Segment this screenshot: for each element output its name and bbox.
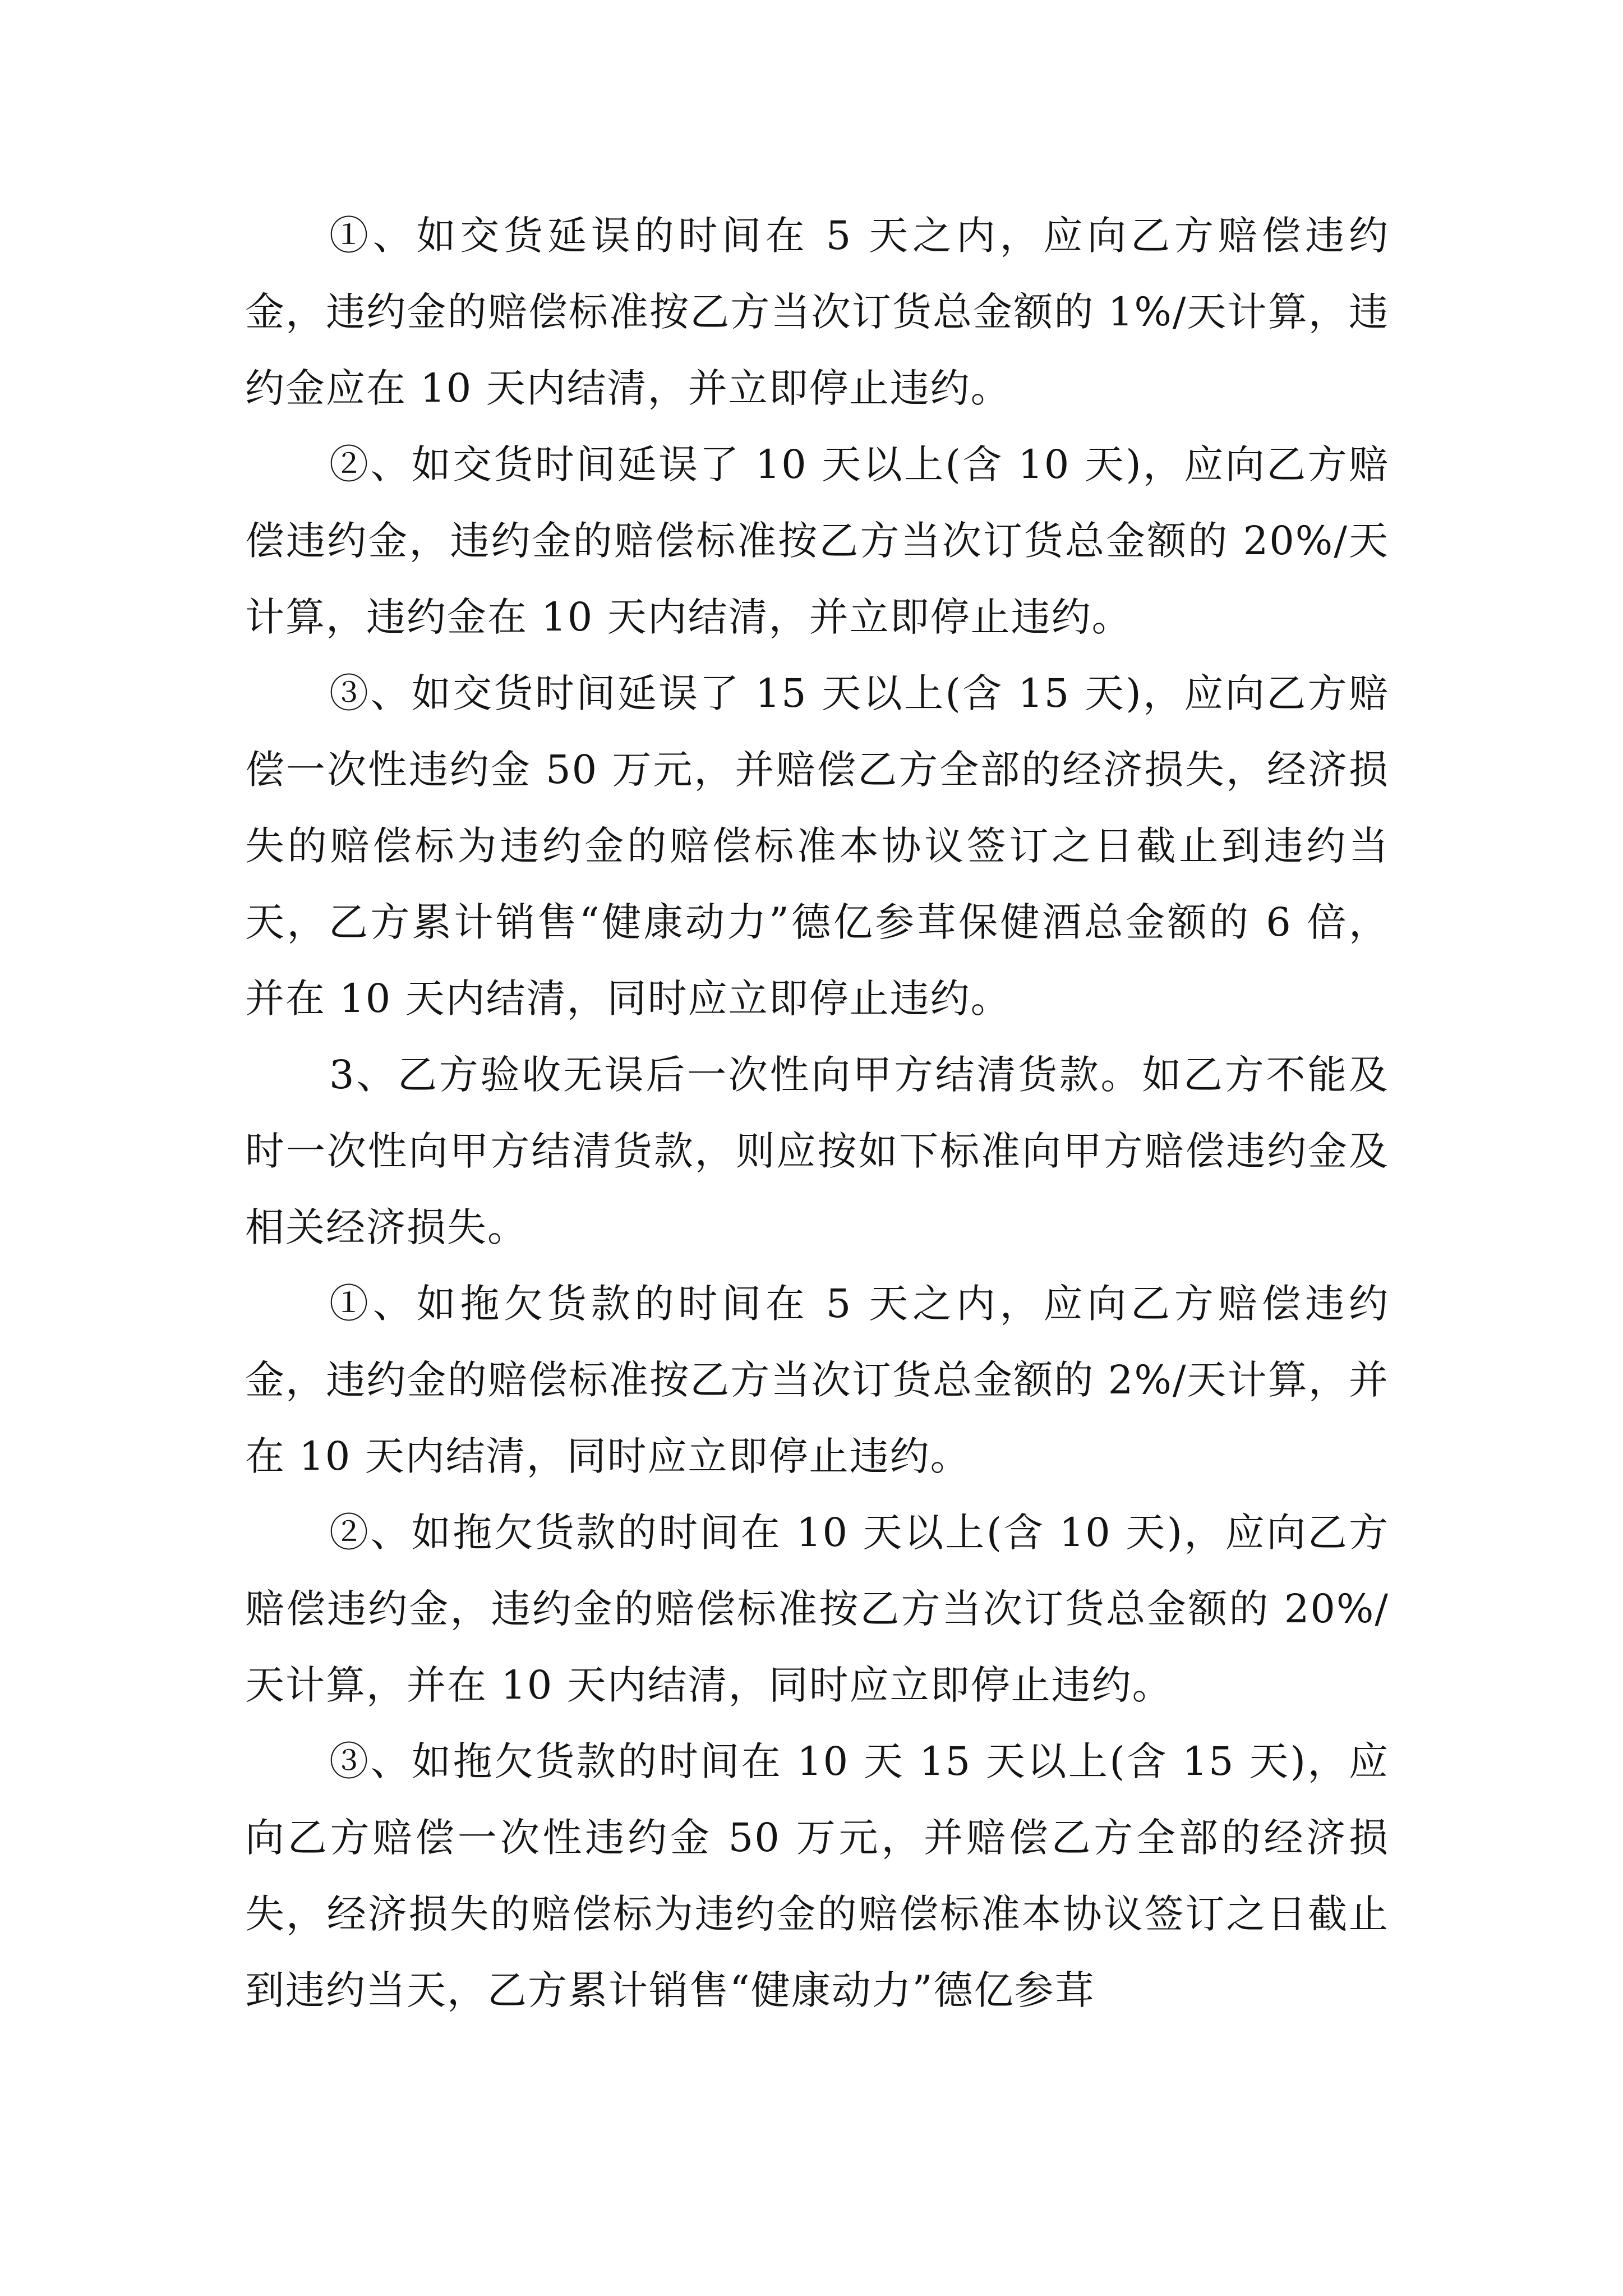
clause-payment-settlement: 3、乙方验收无误后一次性向甲方结清货款。如乙方不能及时一次性向甲方结清货款，则应按如下标准向甲方赔偿违约金及相关经济损失。 [245,1052,1389,1250]
clause-delivery-delay-under-5-days: ①、如交货延误的时间在 5 天之内，应向乙方赔偿违约金，违约金的赔偿标准按乙方当次订货总金额的 1%/天计算，违约金应在 10 天内结清，并立即停止违约。 [245,213,1389,411]
clause-delivery-delay-15-days: ③、如交货时间延误了 15 天以上(含 15 天)，应向乙方赔偿一次性违约金 50 万元，并赔偿乙方全部的经济损失，经济损失的赔偿标为违约金的赔偿标准本协议签订之日截止到违约当天，乙方累计销售“健康动力”德亿参茸保健酒总金额的 6 倍，并在 10 天内结清，同时应立即停止违约。 [245,670,1389,1022]
clause-payment-arrears-15-days: ③、如拖欠货款的时间在 10 天 15 天以上(含 15 天)，应向乙方赔偿一次性违约金 50 万元，并赔偿乙方全部的经济损失，经济损失的赔偿标为违约金的赔偿标准本协议签订之日截止到违约当天，乙方累计销售“健康动力”德亿参茸 [245,1738,1389,2013]
clause-payment-arrears-under-5-days: ①、如拖欠货款的时间在 5 天之内，应向乙方赔偿违约金，违约金的赔偿标准按乙方当次订货总金额的 2%/天计算，并在 10 天内结清，同时应立即停止违约。 [245,1281,1389,1479]
clause-payment-arrears-10-days: ②、如拖欠货款的时间在 10 天以上(含 10 天)，应向乙方赔偿违约金，违约金的赔偿标准按乙方当次订货总金额的 20%/天计算，并在 10 天内结清，同时应立即停止违约。 [245,1510,1389,1708]
clause-delivery-delay-10-days: ②、如交货时间延误了 10 天以上(含 10 天)，应向乙方赔偿违约金，违约金的赔偿标准按乙方当次订货总金额的 20%/天计算，违约金在 10 天内结清，并立即停止违约。 [245,441,1389,640]
document-body [245,197,1389,2028]
